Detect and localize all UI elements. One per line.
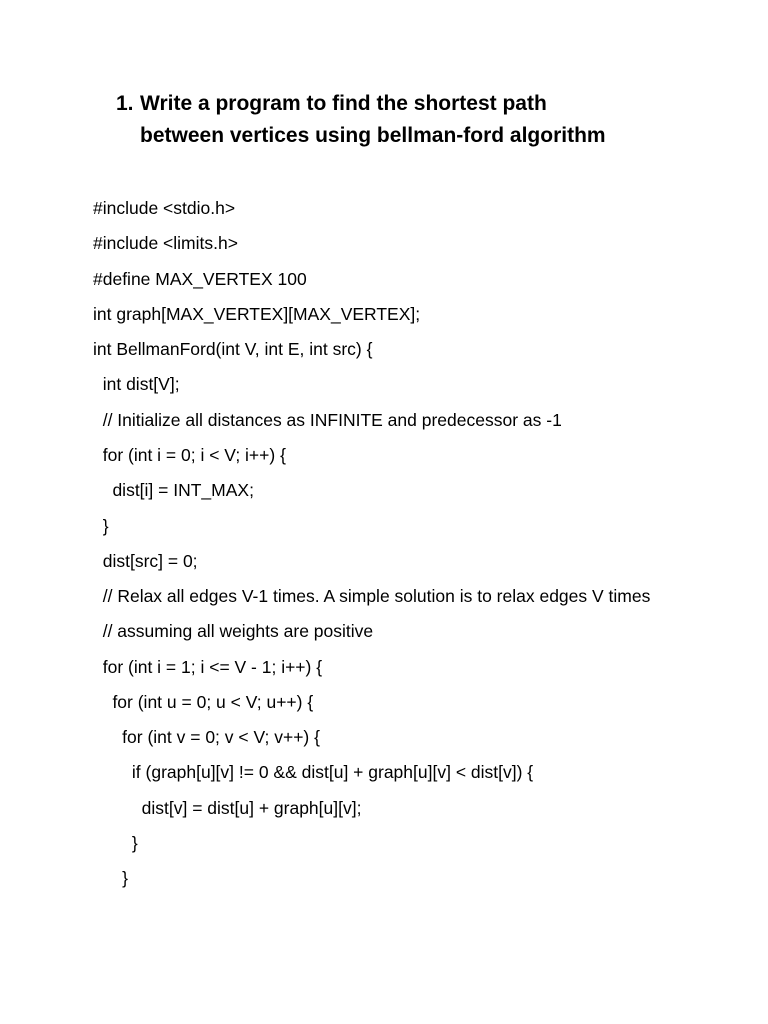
code-line: dist[i] = INT_MAX;: [93, 480, 254, 501]
code-line: for (int i = 0; i < V; i++) {: [93, 445, 286, 466]
question-title-line-2: between vertices using bellman-ford algorithm: [140, 124, 606, 147]
question-heading: [116, 88, 716, 152]
code-block: [93, 196, 673, 902]
code-line: // assuming all weights are positive: [93, 621, 374, 642]
question-number: 1.: [116, 92, 134, 115]
code-line: }: [93, 868, 129, 889]
code-line: }: [93, 833, 138, 854]
code-line: }: [93, 515, 109, 536]
code-line: int graph[MAX_VERTEX][MAX_VERTEX];: [93, 303, 421, 324]
code-line: for (int i = 1; i <= V - 1; i++) {: [93, 656, 323, 677]
code-line: #define MAX_VERTEX 100: [93, 268, 307, 289]
code-line: #include <stdio.h>: [93, 198, 236, 218]
code-line: int dist[V];: [93, 374, 180, 395]
code-line: int BellmanFord(int V, int E, int src) {: [93, 339, 373, 360]
code-line: for (int v = 0; v < V; v++) {: [93, 727, 320, 748]
code-line: // Relax all edges V-1 times. A simple solution is to relax edges V times: [93, 586, 651, 607]
code-line: dist[src] = 0;: [93, 550, 198, 571]
question-title-line-1: Write a program to find the shortest path: [140, 92, 547, 115]
code-line: // Initialize all distances as INFINITE and predecessor as -1: [93, 409, 562, 430]
code-line: for (int u = 0; u < V; u++) {: [93, 691, 314, 712]
code-line: #include <limits.h>: [93, 233, 238, 254]
code-line: dist[v] = dist[u] + graph[u][v];: [93, 797, 362, 818]
code-line: if (graph[u][v] != 0 && dist[u] + graph[u][v] < dist[v]) {: [93, 762, 534, 783]
